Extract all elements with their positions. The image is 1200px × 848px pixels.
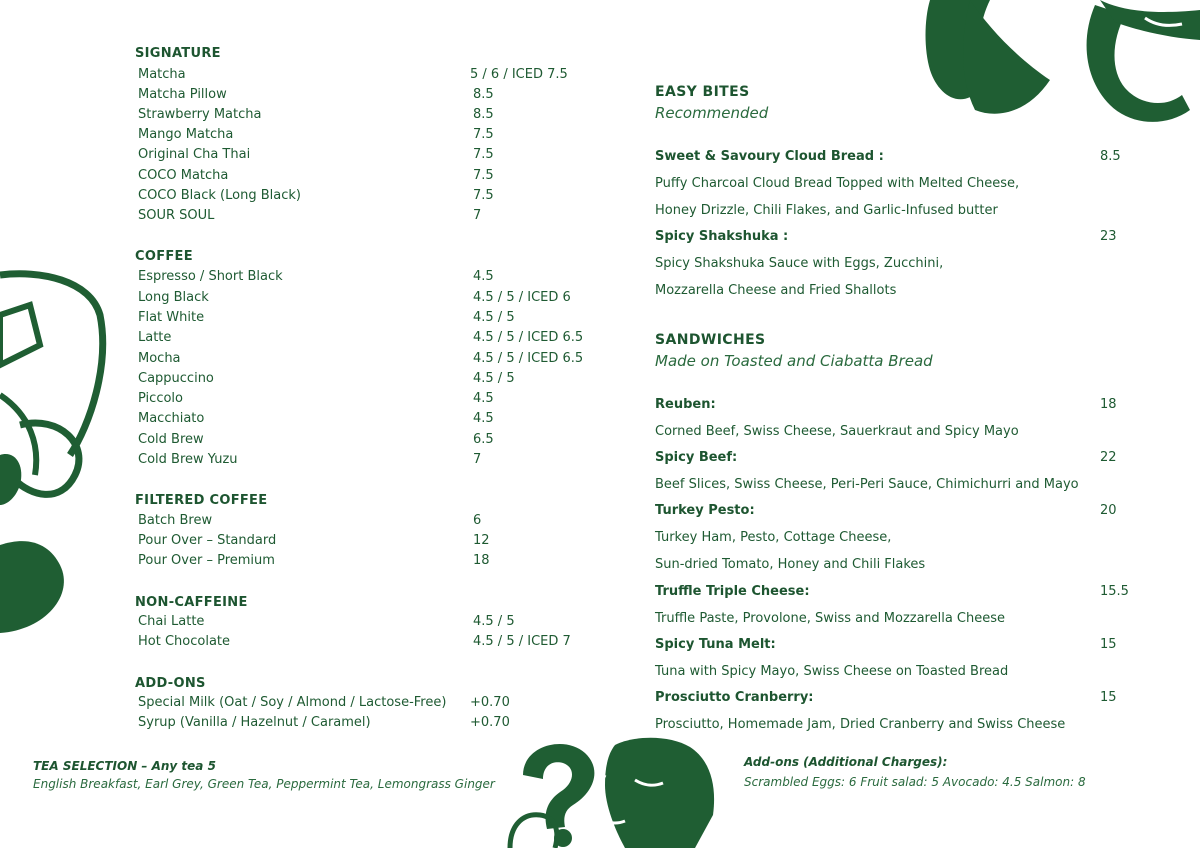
item-name: Flat White	[138, 310, 205, 325]
item-price: 8.5	[473, 87, 494, 102]
item-price: +0.70	[470, 695, 510, 710]
item-price: 7.5	[473, 147, 494, 162]
item-price: 23	[1100, 229, 1117, 244]
section-subtitle-sandwiches: Made on Toasted and Ciabatta Bread	[655, 352, 933, 370]
item-price: 8.5	[1100, 149, 1121, 164]
item-name: Spicy Tuna Melt:	[655, 637, 776, 652]
item-price: 4.5 / 5 / ICED 6.5	[473, 330, 584, 345]
item-name: Original Cha Thai	[138, 147, 251, 162]
item-name: Turkey Pesto:	[655, 503, 755, 518]
item-name: Piccolo	[138, 391, 183, 406]
item-name: Cold Brew Yuzu	[138, 452, 238, 467]
item-price: 4.5	[473, 391, 494, 406]
item-price: 15	[1100, 637, 1117, 652]
item-price: 4.5	[473, 411, 494, 426]
item-name: Spicy Shakshuka :	[655, 229, 789, 244]
item-name: Cappuccino	[138, 371, 214, 386]
item-name: Pour Over – Standard	[138, 533, 277, 548]
item-name: Cold Brew	[138, 432, 204, 447]
section-title-sandwiches: SANDWICHES	[655, 332, 766, 348]
section-title-coffee: COFFEE	[135, 249, 193, 264]
addons-extra-title: Add-ons (Additional Charges):	[744, 755, 948, 769]
item-price: 5 / 6 / ICED 7.5	[470, 67, 568, 82]
item-price: 7	[473, 452, 482, 467]
tea-selection-list: English Breakfast, Earl Grey, Green Tea, Peppermint Tea, Lemongrass Ginger	[33, 777, 495, 791]
item-price: 12	[473, 533, 490, 548]
item-name: Mango Matcha	[138, 127, 234, 142]
addons-extra-list: Scrambled Eggs: 6 Fruit salad: 5 Avocado: 4.5 Salmon: 8	[744, 775, 1086, 789]
item-price: 4.5	[473, 269, 494, 284]
item-description: Turkey Ham, Pesto, Cottage Cheese,	[655, 530, 892, 545]
item-price: 6	[473, 513, 482, 528]
item-name: Latte	[138, 330, 172, 345]
item-description: Tuna with Spicy Mayo, Swiss Cheese on Toasted Bread	[655, 664, 1009, 679]
item-name: COCO Black (Long Black)	[138, 188, 301, 203]
item-price: 15	[1100, 690, 1117, 705]
item-price: 4.5 / 5 / ICED 6.5	[473, 351, 584, 366]
item-name: Truffle Triple Cheese:	[655, 584, 810, 599]
top-right-illustration	[920, 0, 1200, 130]
item-description: Prosciutto, Homemade Jam, Dried Cranberry and Swiss Cheese	[655, 717, 1066, 732]
section-subtitle-easy-bites: Recommended	[655, 104, 769, 122]
item-price: 18	[473, 553, 490, 568]
item-price: 20	[1100, 503, 1117, 518]
item-price: 7.5	[473, 127, 494, 142]
item-price: +0.70	[470, 715, 510, 730]
section-title-easy-bites: EASY BITES	[655, 84, 750, 100]
section-title-add-ons: ADD-ONS	[135, 676, 206, 691]
item-name: Reuben:	[655, 397, 716, 412]
item-description: Honey Drizzle, Chili Flakes, and Garlic-Infused butter	[655, 203, 998, 218]
section-title-non-caffeine: NON-CAFFEINE	[135, 595, 248, 610]
item-price: 7.5	[473, 168, 494, 183]
item-description: Sun-dried Tomato, Honey and Chili Flakes	[655, 557, 926, 572]
item-name: Matcha	[138, 67, 186, 82]
item-description: Beef Slices, Swiss Cheese, Peri-Peri Sauce, Chimichurri and Mayo	[655, 477, 1079, 492]
item-price: 7	[473, 208, 482, 223]
item-name: Syrup (Vanilla / Hazelnut / Caramel)	[138, 715, 371, 730]
tea-selection-title: TEA SELECTION – Any tea 5	[33, 759, 216, 773]
item-name: Batch Brew	[138, 513, 213, 528]
item-name: Chai Latte	[138, 614, 205, 629]
item-price: 4.5 / 5 / ICED 7	[473, 634, 571, 649]
item-name: SOUR SOUL	[138, 208, 215, 223]
item-price: 15.5	[1100, 584, 1129, 599]
item-name: Mocha	[138, 351, 181, 366]
item-price: 4.5 / 5	[473, 310, 515, 325]
item-name: Macchiato	[138, 411, 205, 426]
item-name: Espresso / Short Black	[138, 269, 283, 284]
item-description: Truffle Paste, Provolone, Swiss and Mozzarella Cheese	[655, 611, 1006, 626]
item-description: Puffy Charcoal Cloud Bread Topped with Melted Cheese,	[655, 176, 1020, 191]
item-name: Spicy Beef:	[655, 450, 738, 465]
item-price: 6.5	[473, 432, 494, 447]
item-name: Prosciutto Cranberry:	[655, 690, 814, 705]
item-name: Pour Over – Premium	[138, 553, 275, 568]
item-name: Strawberry Matcha	[138, 107, 262, 122]
left-edge-illustration	[0, 265, 115, 635]
item-name: Matcha Pillow	[138, 87, 227, 102]
bottom-center-illustration	[505, 735, 720, 848]
item-price: 22	[1100, 450, 1117, 465]
item-price: 4.5 / 5	[473, 614, 515, 629]
item-name: Sweet & Savoury Cloud Bread :	[655, 149, 884, 164]
item-name: COCO Matcha	[138, 168, 229, 183]
item-price: 8.5	[473, 107, 494, 122]
item-name: Hot Chocolate	[138, 634, 231, 649]
item-description: Corned Beef, Swiss Cheese, Sauerkraut and Spicy Mayo	[655, 424, 1019, 439]
item-price: 18	[1100, 397, 1117, 412]
item-price: 7.5	[473, 188, 494, 203]
item-price: 4.5 / 5 / ICED 6	[473, 290, 571, 305]
item-description: Mozzarella Cheese and Fried Shallots	[655, 283, 897, 298]
item-name: Special Milk (Oat / Soy / Almond / Lactose-Free)	[138, 695, 447, 710]
section-title-signature: SIGNATURE	[135, 46, 221, 61]
item-description: Spicy Shakshuka Sauce with Eggs, Zucchini,	[655, 256, 944, 271]
item-name: Long Black	[138, 290, 209, 305]
item-price: 4.5 / 5	[473, 371, 515, 386]
section-title-filtered-coffee: FILTERED COFFEE	[135, 493, 268, 508]
